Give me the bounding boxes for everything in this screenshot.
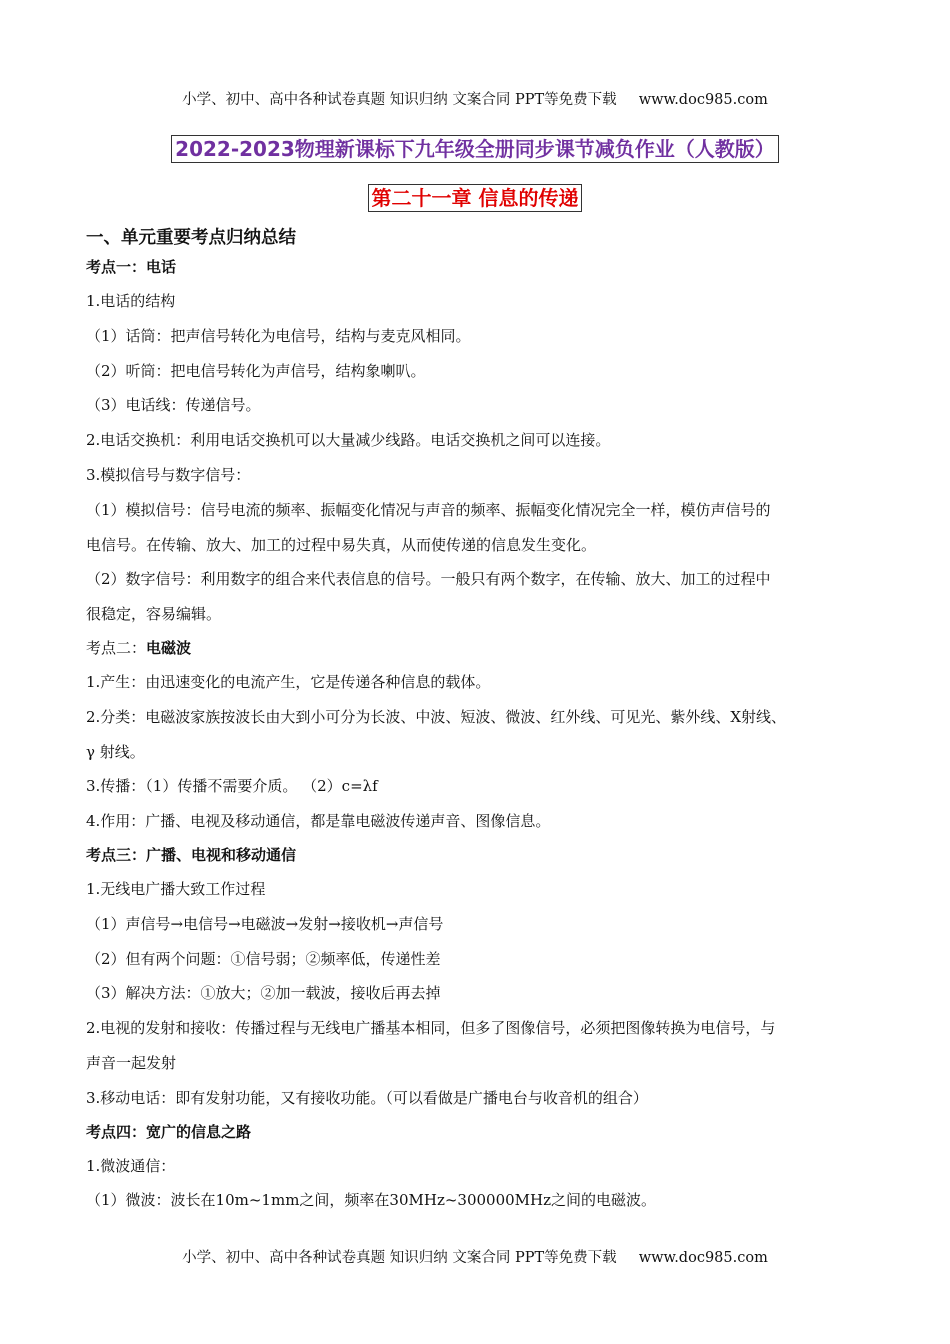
paragraph-line: 1.无线电广播大致工作过程 xyxy=(86,879,266,898)
topic-2-name: 电磁波 xyxy=(146,638,192,657)
title-wrap xyxy=(0,135,950,163)
topic-1-heading xyxy=(86,251,866,284)
document-title: 2022-2023物理新课标下九年级全册同步课节减负作业（人教版） xyxy=(171,135,779,163)
document-body xyxy=(86,225,866,1218)
paragraph-line: （2）听筒：把电信号转化为声信号，结构象喇叭。 xyxy=(86,361,426,380)
paragraph-line: 声音一起发射 xyxy=(86,1053,177,1072)
paragraph-line: 3.移动电话：即有发射功能，又有接收功能。（可以看做是广播电台与收音机的组合） xyxy=(86,1088,648,1107)
paragraph-line: （1）声信号→电信号→电磁波→发射→接收机→声信号 xyxy=(86,914,444,933)
topic-1-name: 电话 xyxy=(146,258,177,276)
paragraph-line: γ 射线。 xyxy=(86,742,145,761)
page-header xyxy=(0,88,950,109)
topic-1-label: 考点一： xyxy=(86,258,147,276)
paragraph-line: 3.模拟信号与数字信号： xyxy=(86,465,251,484)
topic-4-heading: 考点四：宽广的信息之路 xyxy=(86,1122,252,1141)
paragraph-line: （1）话筒：把声信号转化为电信号，结构与麦克风相同。 xyxy=(86,326,471,345)
paragraph-line: 1.电话的结构 xyxy=(86,292,176,310)
paragraph-line: （1）模拟信号：信号电流的频率、振幅变化情况与声音的频率、振幅变化情况完全一样，模仿声信号的 xyxy=(86,500,771,519)
footer-text: 小学、初中、高中各种试卷真题 知识归纳 文案合同 PPT等免费下载 xyxy=(182,1250,617,1266)
topic-3-heading: 考点三：广播、电视和移动通信 xyxy=(86,845,297,864)
paragraph-line: 1.微波通信： xyxy=(86,1156,176,1175)
paragraph-line: 电信号。在传输、放大、加工的过程中易失真，从而使传递的信息发生变化。 xyxy=(86,535,597,554)
topic-2-label: 考点二： xyxy=(86,638,147,657)
paragraph-line: 2.电视的发射和接收：传播过程与无线电广播基本相同，但多了图像信号，必须把图像转换为电信号，与 xyxy=(86,1019,776,1038)
paragraph-line: 很稳定，容易编辑。 xyxy=(86,605,222,624)
paragraph-line: 4.作用：广播、电视及移动通信，都是靠电磁波传递声音、图像信息。 xyxy=(86,812,551,831)
header-url[interactable]: www.doc985.com xyxy=(638,92,768,108)
paragraph-line: （2）数字信号：利用数字的组合来代表信息的信号。一般只有两个数字，在传输、放大、加工的过程中 xyxy=(86,570,771,589)
chapter-title: 第二十一章 信息的传递 xyxy=(368,184,583,212)
paragraph-line: 1.产生：由迅速变化的电流产生，它是传递各种信息的载体。 xyxy=(86,672,491,691)
paragraph-line: 2.电话交换机：利用电话交换机可以大量减少线路。电话交换机之间可以连接。 xyxy=(86,431,611,450)
topic-2-heading xyxy=(86,632,866,665)
header-text: 小学、初中、高中各种试卷真题 知识归纳 文案合同 PPT等免费下载 xyxy=(182,92,617,108)
paragraph-line: （2）但有两个问题：①信号弱；②频率低，传递性差 xyxy=(86,949,441,968)
paragraph-line: （1）微波：波长在10m~1mm之间，频率在30MHz~300000MHz之间的电磁波。 xyxy=(86,1191,657,1210)
paragraph-line: （3）解决方法：①放大；②加一载波，接收后再去掉 xyxy=(86,984,441,1003)
page-footer xyxy=(0,1246,950,1267)
section-heading: 一、单元重要考点归纳总结 xyxy=(86,228,296,248)
paragraph-line: 3.传播：（1）传播不需要介质。 （2）c=λf xyxy=(86,777,378,796)
footer-url[interactable]: www.doc985.com xyxy=(638,1250,768,1266)
paragraph-line: 2.分类：电磁波家族按波长由大到小可分为长波、中波、短波、微波、红外线、可见光、紫外线、X射线、 xyxy=(86,707,786,726)
paragraph-line: （3）电话线：传递信号。 xyxy=(86,396,261,415)
chapter-wrap xyxy=(0,184,950,212)
